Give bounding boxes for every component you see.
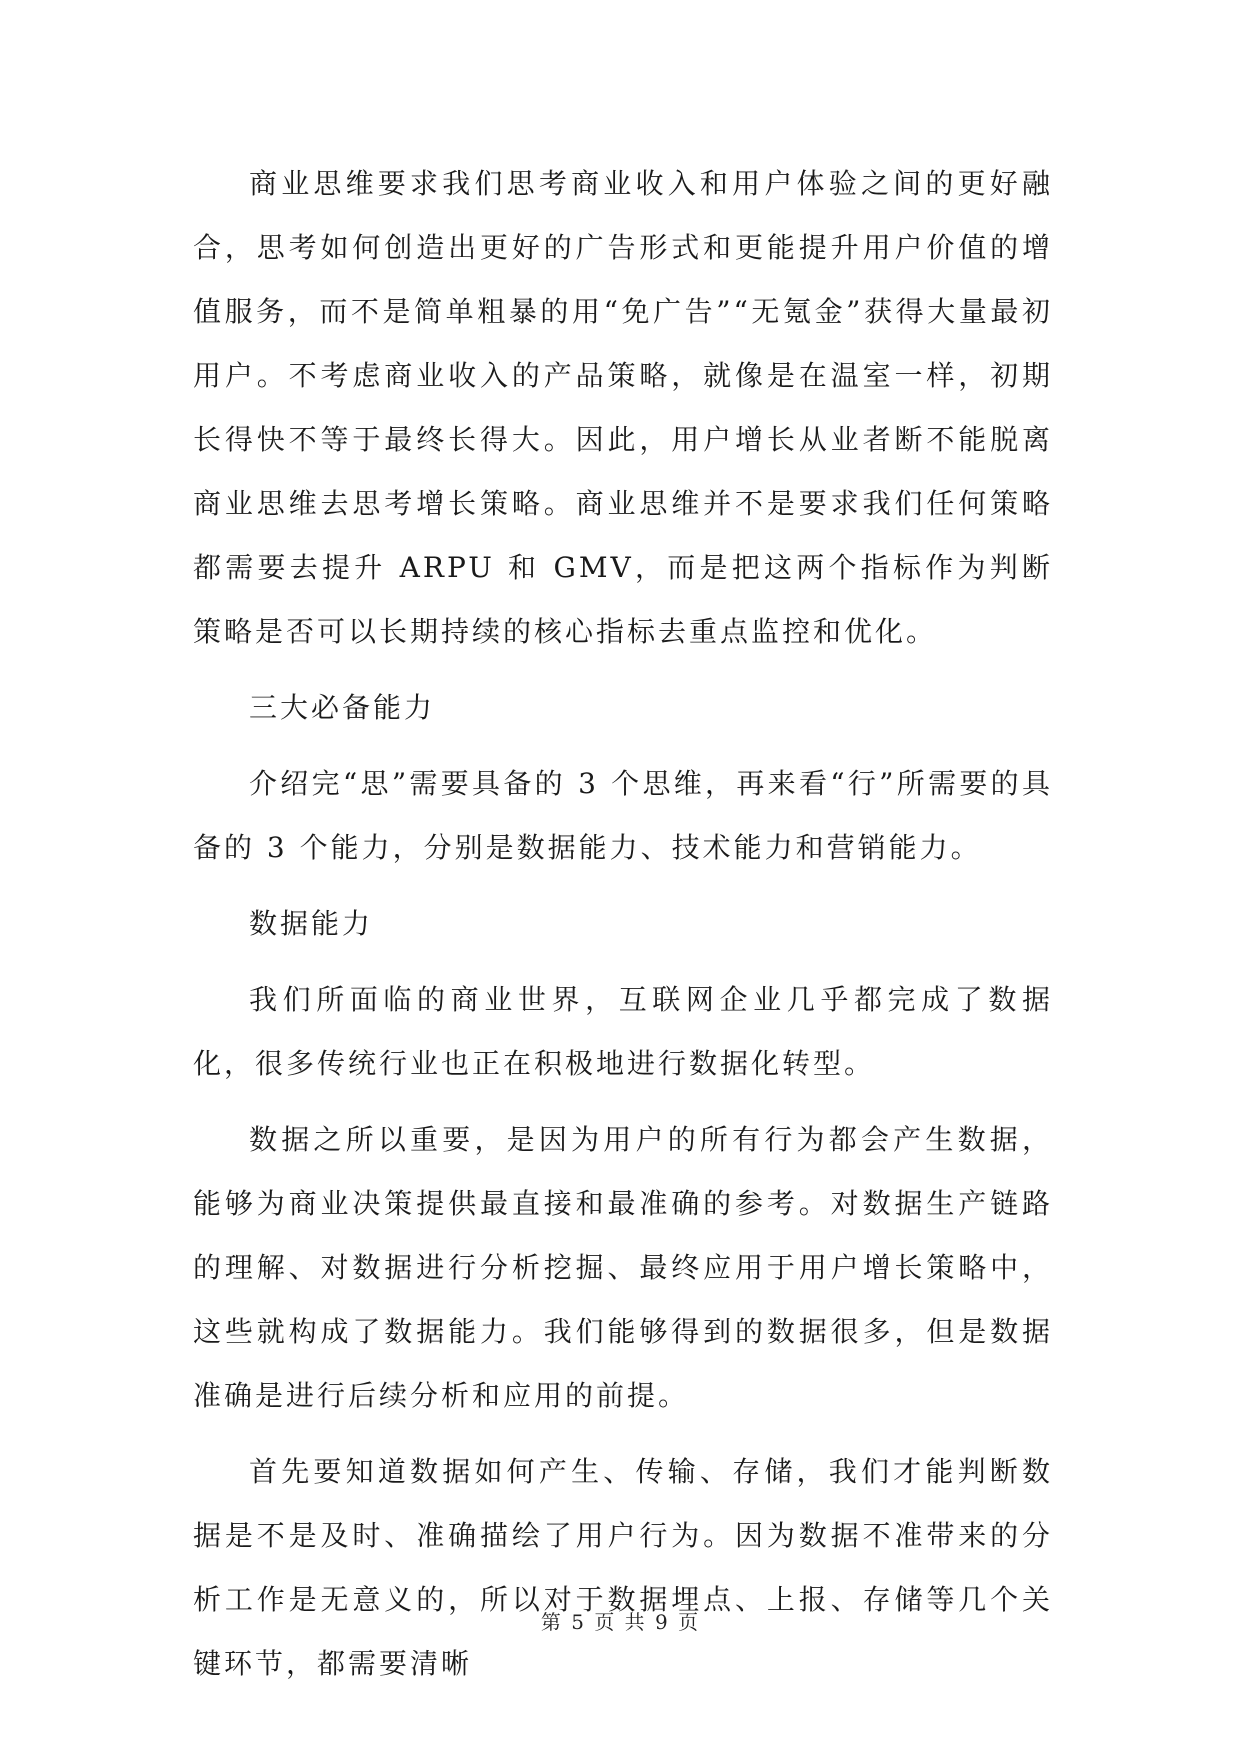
section-heading-three-abilities: 三大必备能力 — [249, 691, 436, 724]
paragraph-data-world: 我们所面临的商业世界，互联网企业几乎都完成了数据化，很多传统行业也正在积极地进行数据化转型。 — [193, 983, 1053, 1080]
paragraph-data-pipeline: 首先要知道数据如何产生、传输、存储，我们才能判断数据是不是及时、准确描绘了用户行为。因为数据不准带来的分析工作是无意义的，所以对于数据埋点、上报、存储等几个关键环节，都需要清晰 — [193, 1455, 1053, 1680]
paragraph-data-importance: 数据之所以重要，是因为用户的所有行为都会产生数据，能够为商业决策提供最直接和最准确的参考。对数据生产链路的理解、对数据进行分析挖掘、最终应用于用户增长策略中，这些就构成了数据能力。我们能够得到的数据很多，但是数据准确是进行后续分析和应用的前提。 — [193, 1123, 1053, 1412]
paragraph-business-thinking: 商业思维要求我们思考商业收入和用户体验之间的更好融合，思考如何创造出更好的广告形式和更能提升用户价值的增值服务，而不是简单粗暴的用“免广告”“无氪金”获得大量最初用户。不考虑商业收入的产品策略，就像是在温室一样，初期长得快不等于最终长得大。因此，用户增长从业者断不能脱离商业思维去思考增长策略。商业思维并不是要求我们任何策略都需要去提升 ARPU 和 GMV，而是把这两个指标作为判断策略是否可以长期持续的核心指标去重点监控和优化。 — [193, 167, 1053, 648]
paragraph-three-abilities-intro: 介绍完“思”需要具备的 3 个思维，再来看“行”所需要的具备的 3 个能力，分别是数据能力、技术能力和营销能力。 — [193, 767, 1053, 864]
page-number-footer: 第 5 页 共 9 页 — [540, 1610, 701, 1634]
section-heading-data-ability: 数据能力 — [249, 907, 374, 940]
document-body — [193, 152, 1053, 1708]
